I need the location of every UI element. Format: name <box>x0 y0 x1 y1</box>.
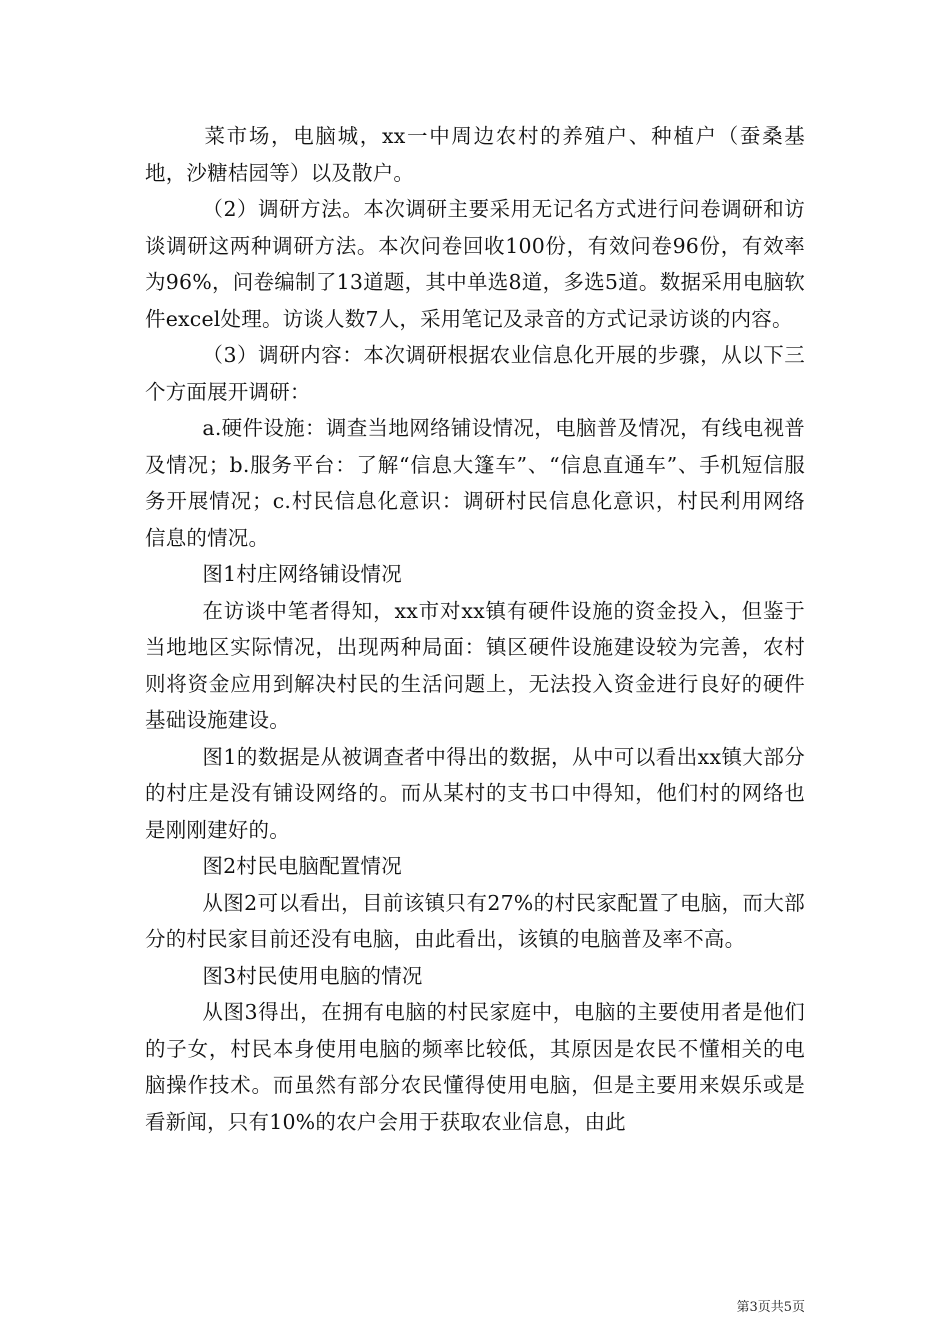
paragraph-survey-method: （2）调研方法。本次调研主要采用无记名方式进行问卷调研和访谈调研这两种调研方法。本次问卷回收100份，有效问卷96份，有效率为96%，问卷编制了13道题，其中单选8道，多选5道。数据采用电脑软件excel处理。访谈人数7人，采用笔记及录音的方式记录访谈的内容。 <box>145 197 805 331</box>
figure-caption-3: 图3村民使用电脑的情况 <box>202 963 423 988</box>
document-body <box>145 118 805 1140</box>
figure-caption-1: 图1村庄网络铺设情况 <box>202 562 402 586</box>
paragraph-survey-content: （3）调研内容：本次调研根据农业信息化开展的步骤，从以下三个方面展开调研： <box>145 343 805 404</box>
paragraph-survey-targets: 菜市场，电脑城，xx一中周边农村的养殖户、种植户（蚕桑基地，沙糖桔园等）以及散户。 <box>145 124 805 185</box>
paragraph-figure-1-analysis: 图1的数据是从被调查者中得出的数据，从中可以看出xx镇大部分的村庄是没有铺设网络的。而从某村的支书口中得知，他们村的网络也是刚刚建好的。 <box>145 744 805 842</box>
paragraph-figure-2-analysis: 从图2可以看出，目前该镇只有27%的村民家配置了电脑，而大部分的村民家目前还没有电脑，由此看出，该镇的电脑普及率不高。 <box>145 890 805 951</box>
figure-caption-2: 图2村民电脑配置情况 <box>202 854 402 878</box>
paragraph-interview-findings: 在访谈中笔者得知，xx市对xx镇有硬件设施的资金投入，但鉴于当地地区实际情况，出现两种局面：镇区硬件设施建设较为完善，农村则将资金应用到解决村民的生活问题上，无法投入资金进行良好的硬件基础设施建设。 <box>145 598 805 732</box>
page-number-footer: 第3页共5页 <box>736 1300 805 1315</box>
paragraph-survey-items: a.硬件设施：调查当地网络铺设情况，电脑普及情况，有线电视普及情况；b.服务平台：了解“信息大篷车”、“信息直通车”、手机短信服务开展情况；c.村民信息化意识：调研村民信息化意识，村民利用网络信息的情况。 <box>145 416 805 550</box>
paragraph-figure-3-analysis: 从图3得出，在拥有电脑的村民家庭中，电脑的主要使用者是他们的子女，村民本身使用电脑的频率比较低，其原因是农民不懂相关的电脑操作技术。而虽然有部分农民懂得使用电脑，但是主要用来娱乐或是看新闻，只有10%的农户会用于获取农业信息，由此 <box>145 1000 805 1134</box>
